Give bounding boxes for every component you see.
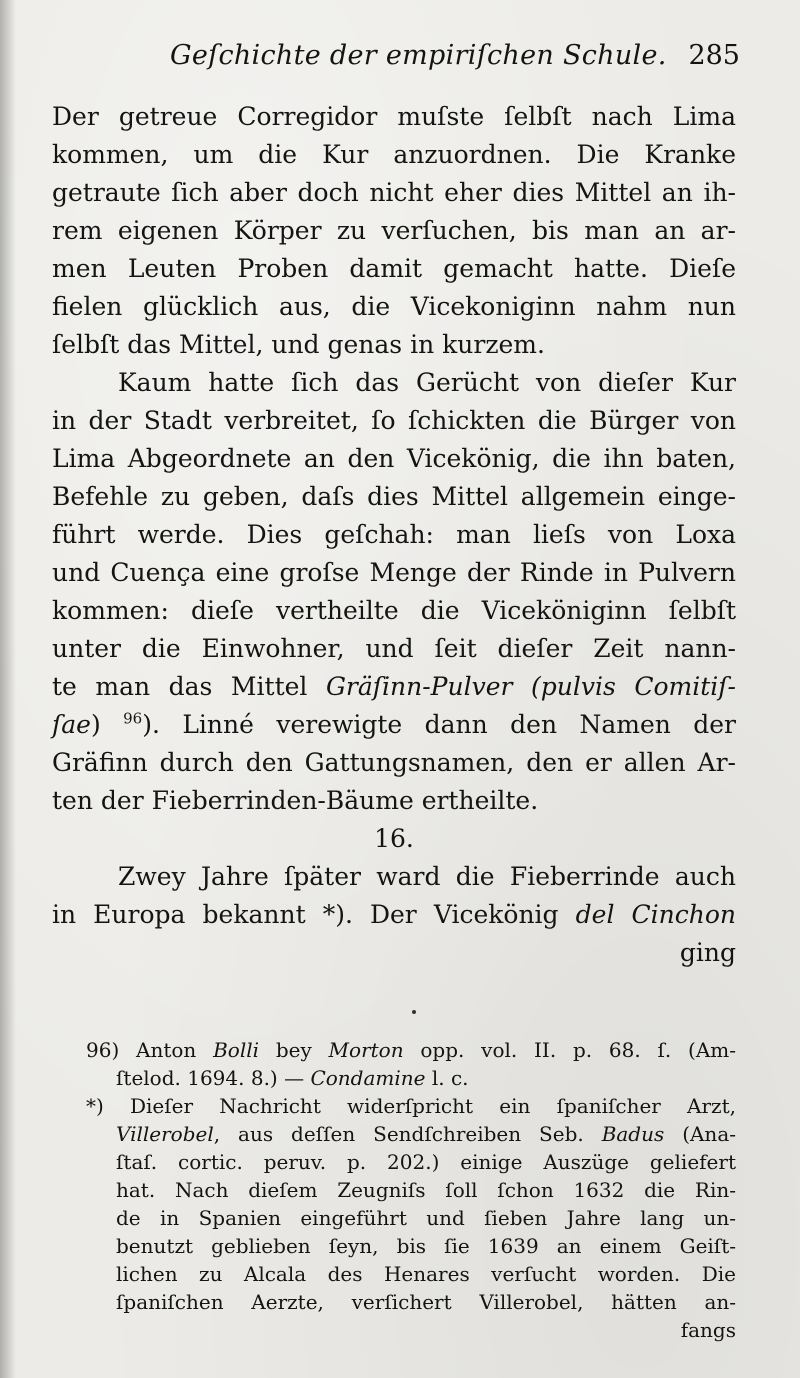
text-segment: te man das Mittel <box>52 672 326 701</box>
italic-term: Condamine <box>310 1066 426 1090</box>
text-segment: in Europa bekannt *). Der Vicekönig <box>52 900 576 929</box>
text-line <box>52 668 736 706</box>
italic-term: Bolli <box>213 1038 260 1062</box>
text-line: Kaum hatte ſich das Gerücht von dieſer Kur <box>118 368 736 397</box>
text-line: getraute ſich aber doch nicht eher dies Mittel an ih- <box>52 178 736 207</box>
text-line: Der getreue Corregidor muſste ſelbſt nach Lima <box>52 102 736 131</box>
italic-term: Badus <box>601 1122 665 1146</box>
text-line: rem eigenen Körper zu verſuchen, bis man an ar- <box>52 216 736 245</box>
text-segment: ) <box>90 710 124 739</box>
text-segment: , aus deſſen Sendſchreiben Seb. <box>213 1122 602 1146</box>
text-segment: (Ana- <box>664 1122 736 1146</box>
italic-term: Gräſinn-Pulver (pulvis Comitiſ- <box>325 672 736 701</box>
text-line: ten der Fieberrinden-Bäume ertheilte. <box>52 786 539 815</box>
italic-term: Villerobel <box>116 1122 214 1146</box>
text-line: men Leuten Proben damit gemacht hatte. Dieſe <box>52 254 736 283</box>
footnote-reference: 96 <box>123 709 143 728</box>
section-number: 16. <box>374 824 414 853</box>
text-segment: opp. vol. II. p. 68. ſ. (Am- <box>403 1038 737 1062</box>
text-segment: bey <box>259 1038 329 1062</box>
page-header <box>170 40 740 80</box>
text-line: in der Stadt verbreitet, ſo ſchickten die Bürger von <box>52 406 736 435</box>
page-gutter-shadow <box>0 0 16 1378</box>
text-line: ſelbſt das Mittel, und genas in kurzem. <box>52 330 545 359</box>
text-line: fielen glücklich aus, die Vicekoniginn nahm nun <box>52 292 736 321</box>
text-line: Lima Abgeordnete an den Vicekönig, die ihn baten, <box>52 444 736 473</box>
footnotes <box>86 1036 736 1344</box>
main-text <box>52 98 736 972</box>
paragraph-1 <box>52 98 736 364</box>
footnote-line: benutzt geblieben ſeyn, bis ſie 1639 an einem Geiſt- <box>116 1234 736 1258</box>
page-number: 285 <box>688 40 740 71</box>
footnote-96 <box>86 1036 736 1092</box>
footnote-line <box>86 1064 736 1092</box>
footnote-line: de in Spanien eingeführt und ſieben Jahre lang un- <box>116 1206 736 1230</box>
footnote-line <box>86 1120 736 1148</box>
italic-term: del Cinchon <box>575 900 736 929</box>
text-line: unter die Einwohner, und ſeit dieſer Zeit nann- <box>52 634 736 663</box>
footnote-line: hat. Nach dieſem Zeugniſs ſoll ſchon 1632 die Rin- <box>116 1178 736 1202</box>
paragraph-3 <box>52 858 736 972</box>
text-line: kommen: dieſe vertheilte die Viceköniginn ſelbſt <box>52 596 736 625</box>
footnote-line <box>86 1036 736 1064</box>
text-segment: ſtelod. 1694. 8.) — <box>116 1066 311 1090</box>
text-line: Befehle zu geben, daſs dies Mittel allgemein einge- <box>52 482 736 511</box>
text-line <box>52 706 736 744</box>
italic-term: Morton <box>328 1038 404 1062</box>
footnote-star <box>86 1092 736 1344</box>
footnote-line: ſtaſ. cortic. peruv. p. 202.) einige Auszüge geliefert <box>116 1150 736 1174</box>
footnote-line: *) Dieſer Nachricht widerſpricht ein ſpaniſcher Arzt, <box>86 1094 736 1118</box>
text-line <box>52 896 736 934</box>
footnote-line: lichen zu Alcala des Henares verſucht worden. Die <box>116 1262 736 1286</box>
footnote-line: ſpaniſchen Aerzte, verſichert Villerobel, hätten an- <box>116 1290 736 1314</box>
text-line: Zwey Jahre ſpäter ward die Fieberrinde auch <box>118 862 736 891</box>
paragraph-2 <box>52 364 736 820</box>
text-line: Gräfinn durch den Gattungsnamen, den er allen Ar- <box>52 748 736 777</box>
catchword: ging <box>679 938 736 967</box>
catchword: fangs <box>680 1318 736 1342</box>
text-segment: 96) Anton <box>86 1038 214 1062</box>
text-segment: l. c. <box>425 1066 469 1090</box>
running-title: Geſchichte der empiriſchen Schule. <box>170 40 667 71</box>
text-line: kommen, um die Kur anzuordnen. Die Kranke <box>52 140 736 169</box>
separator-dot <box>412 1010 416 1014</box>
text-line: und Cuença eine groſse Menge der Rinde in Pulvern <box>52 558 736 587</box>
text-line: führt werde. Dies geſchah: man lieſs von Loxa <box>52 520 736 549</box>
italic-term: ſae <box>52 710 91 739</box>
text-segment: ). Linné verewigte dann den Namen der <box>142 710 736 739</box>
